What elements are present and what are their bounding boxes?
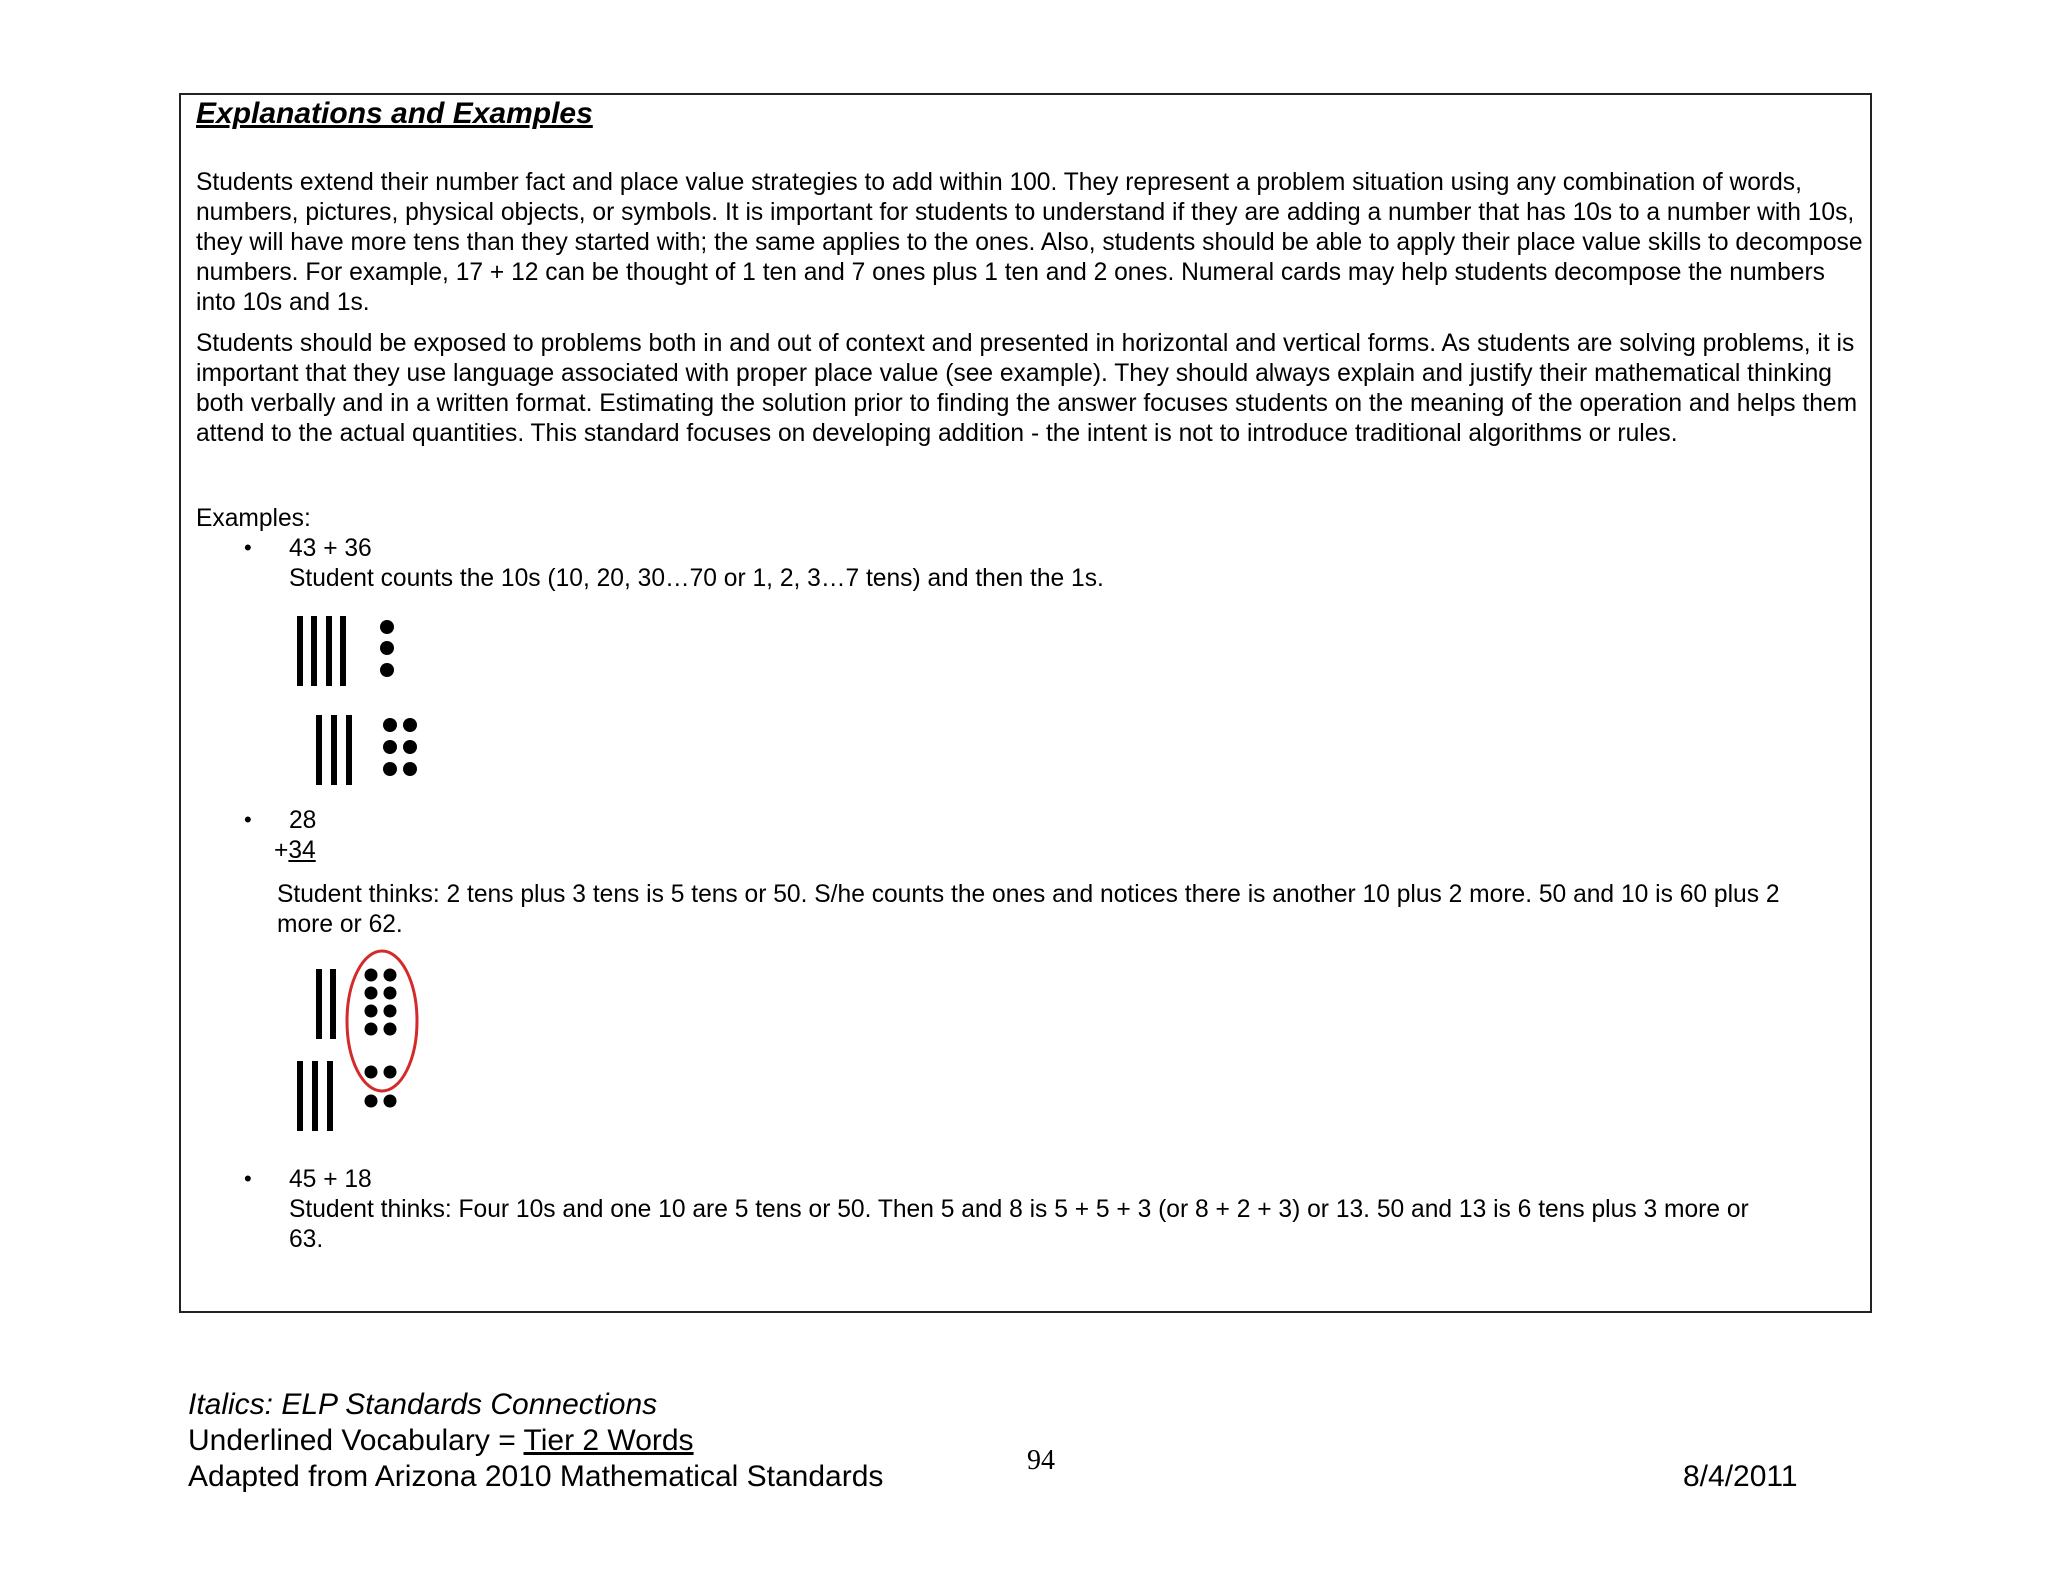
ones-dots-28	[365, 969, 397, 1036]
bullet-2: •	[244, 807, 252, 832]
example-2-explanation-line1: Student thinks: 2 tens plus 3 tens is 5 tens or 50. S/he counts the ones and notices there is another 10 plus 2 more. 50 and 10 is 60 plus 2	[277, 881, 1780, 908]
plus-sign: +	[274, 837, 289, 864]
ones-dots-34-grouped	[365, 1066, 397, 1079]
example-3-problem: 45 + 18	[289, 1166, 372, 1193]
bullet-1: •	[244, 535, 252, 560]
paragraph-1: Students extend their number fact and place value strategies to add within 100. They represent a problem situation using any combination of words, numbers, pictures, physical objects, or symbols. It is important for students to understand if they are adding a number that has 10s to a number with 10s, they will have more tens than they started with; the same applies to the ones. Also, students should be able to apply their place value skills to decompose numbers. For example, 17 + 12 can be thought of 1 ten and 7 ones plus 1 ten and 2 ones. Numeral cards may help students decompose the numbers into 10s and 1s.	[196, 169, 1863, 316]
example-3-explanation-line1: Student thinks: Four 10s and one 10 are 5 tens or 50. Then 5 and 8 is 5 + 5 + 3 (or 8 + 2 + 3) or 13. 50 and 13 is 6 tens plus 3 more or	[289, 1196, 1749, 1223]
addend-34: 34	[288, 837, 316, 864]
footer-vocabulary-note	[188, 1423, 694, 1459]
ones-dots-34-leftover	[365, 1095, 397, 1108]
bullet-3: •	[244, 1166, 252, 1191]
example-2-explanation-line2: more or 62.	[277, 911, 403, 938]
explanations-box	[179, 93, 1872, 1313]
examples-label: Examples:	[196, 505, 311, 532]
tens-rods-34	[297, 1061, 333, 1131]
footer-date: 8/4/2011	[1683, 1460, 1798, 1493]
example-1-explanation: Student counts the 10s (10, 20, 30…70 or 1, 2, 3…7 tens) and then the 1s.	[289, 565, 1104, 592]
page-number: 94	[1027, 1445, 1055, 1476]
example-2-problem-top: 28	[289, 807, 317, 834]
example-3-explanation-line2: 63.	[289, 1226, 324, 1253]
ten-ones-circle	[347, 951, 417, 1091]
footer-italics-note: Italics: ELP Standards Connections	[188, 1388, 658, 1421]
example-1-problem: 43 + 36	[289, 535, 372, 562]
footer-source-note: Adapted from Arizona 2010 Mathematical Standards	[188, 1460, 884, 1493]
tens-rods-28	[316, 969, 336, 1039]
section-heading: Explanations and Examples	[196, 97, 593, 130]
tier-2-words: Tier 2 Words	[523, 1424, 694, 1457]
paragraph-2: Students should be exposed to problems both in and out of context and presented in horizontal and vertical forms. As students are solving problems, it is important that they use language associated with proper place value (see example). They should always explain and justify their mathematical thinking both verbally and in a written format. Estimating the solution prior to finding the answer focuses students on the meaning of the operation and helps them attend to the actual quantities. This standard focuses on developing addition - the intent is not to introduce traditional algorithms or rules.	[196, 330, 1858, 447]
footer-vocabulary-prefix: Underlined Vocabulary =	[188, 1424, 524, 1457]
example-2-base-ten-drawing	[181, 95, 1874, 1315]
